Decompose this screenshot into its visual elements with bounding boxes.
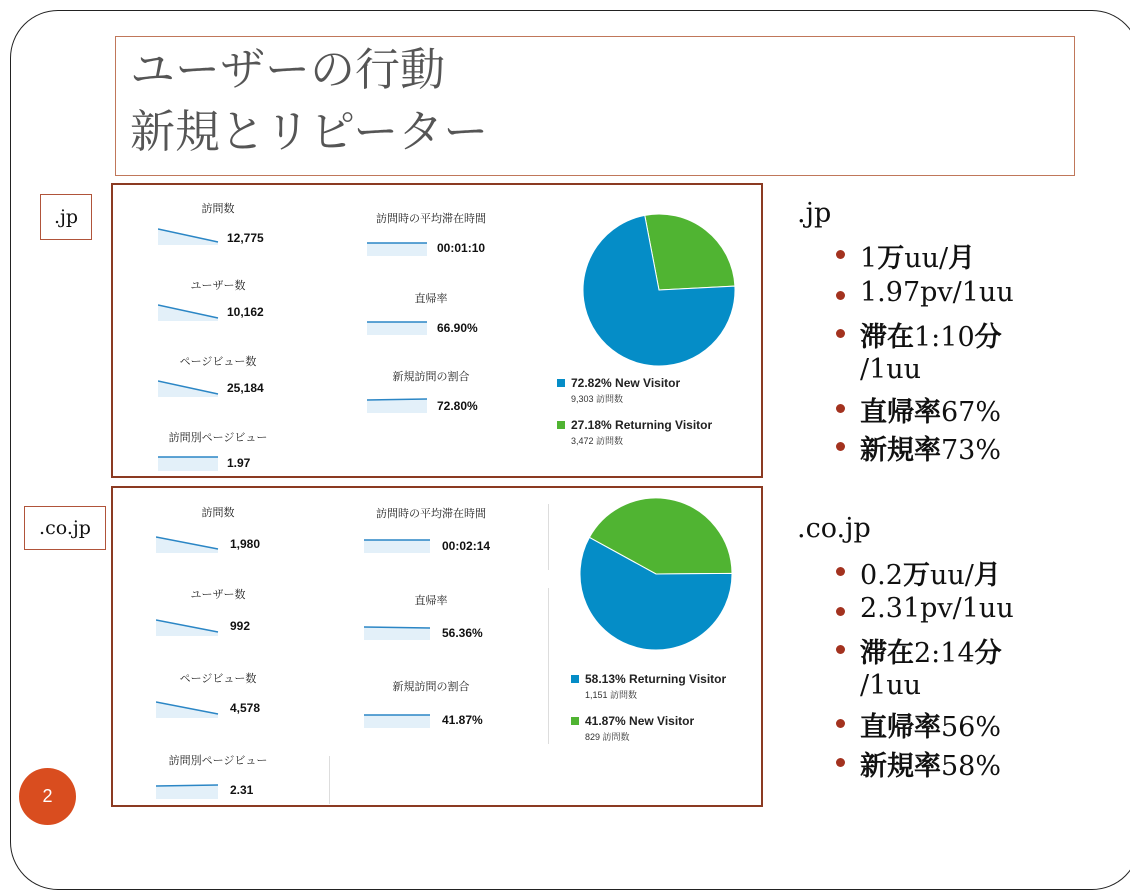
title-box	[115, 36, 1075, 176]
bullet-dot	[836, 442, 845, 451]
sparkline-pageviews	[156, 698, 220, 718]
sparkline-visits	[156, 533, 220, 553]
sparkline-pages-per-visit	[156, 781, 220, 799]
note-item: 新規率73%	[860, 428, 1001, 467]
note-item: 1.97pv/1uu	[860, 277, 1014, 308]
metric-value-bounce-rate: 56.36%	[442, 626, 483, 640]
legend-text: 27.18% Returning Visitor	[571, 418, 713, 432]
metric-label-visits: 訪問数	[201, 506, 235, 519]
note-item: 滞在1:10分 /1uu	[860, 315, 1002, 385]
note-item: 新規率58%	[860, 744, 1001, 783]
bullet-dot	[836, 607, 845, 616]
sparkline-new-visit-rate	[367, 397, 429, 413]
legend-swatch	[557, 379, 565, 387]
bullet-dot	[836, 404, 845, 413]
pie-chart-jp	[581, 212, 737, 368]
metric-label-visits: 訪問数	[201, 202, 235, 215]
metric-value-avg-duration: 00:02:14	[442, 539, 491, 553]
metric-label-avg-duration: 訪問時の平均滞在時間	[376, 507, 486, 520]
note-item: 0.2万uu/月	[860, 553, 1001, 592]
metric-label-new-visit-rate: 新規訪問の割合	[392, 680, 470, 693]
metric-value-pages-per-visit: 1.97	[227, 456, 251, 470]
metric-label-new-visit-rate: 新規訪問の割合	[392, 370, 470, 383]
panel-cojp	[111, 486, 763, 807]
title-line-1: ユーザーの行動	[130, 43, 446, 96]
note-item: 直帰率56%	[860, 705, 1001, 744]
bullet-dot	[836, 645, 845, 654]
sparkline-visits	[158, 225, 220, 245]
divider	[329, 756, 330, 804]
bullet-dot	[836, 250, 845, 259]
metric-value-new-visit-rate: 41.87%	[442, 713, 483, 727]
sparkline-users	[158, 301, 220, 321]
sparkline-pageviews	[158, 377, 220, 397]
metric-value-new-visit-rate: 72.80%	[437, 399, 478, 413]
metric-value-pages-per-visit: 2.31	[230, 783, 254, 797]
bullet-dot	[836, 329, 845, 338]
title-line-2: 新規とリピーター	[130, 105, 489, 158]
metric-label-users: ユーザー数	[190, 279, 246, 292]
divider	[548, 504, 549, 570]
legend-swatch	[571, 717, 579, 725]
metric-label-pageviews: ページビュー数	[179, 355, 257, 368]
sparkline-avg-duration	[364, 537, 432, 553]
divider	[548, 588, 549, 678]
pie-slice-returning-visitor	[645, 214, 735, 290]
legend-swatch	[571, 675, 579, 683]
sparkline-new-visit-rate	[364, 712, 432, 728]
page-number: 2	[19, 768, 76, 825]
note-item: 2.31pv/1uu	[860, 593, 1014, 624]
legend-swatch	[557, 421, 565, 429]
metric-label-bounce-rate: 直帰率	[414, 594, 448, 607]
metric-value-visits: 12,775	[227, 231, 264, 245]
bullet-dot	[836, 719, 845, 728]
tag-cojp: .co.jp	[24, 506, 106, 550]
metric-value-pageviews: 25,184	[227, 381, 264, 395]
bullet-dot	[836, 567, 845, 576]
legend-sub: 829 訪問数	[585, 732, 630, 742]
note-item: 滞在2:14分 /1uu	[860, 631, 1002, 701]
sparkline-avg-duration	[367, 240, 429, 256]
legend-sub: 1,151 訪問数	[585, 690, 638, 700]
bullet-dot	[836, 291, 845, 300]
divider	[548, 678, 549, 744]
sparkline-bounce-rate	[364, 624, 432, 640]
legend-sub: 9,303 訪問数	[571, 394, 624, 404]
metric-value-users: 992	[230, 619, 251, 633]
notes-heading: .jp	[797, 198, 832, 229]
metric-value-avg-duration: 00:01:10	[437, 241, 486, 255]
metric-label-users: ユーザー数	[190, 588, 246, 601]
note-item: 直帰率67%	[860, 390, 1001, 429]
legend-text: 41.87% New Visitor	[585, 714, 695, 728]
sparkline-pages-per-visit	[158, 453, 220, 471]
bullet-dot	[836, 758, 845, 767]
sparkline-users	[156, 616, 220, 636]
sparkline-bounce-rate	[367, 319, 429, 335]
metric-label-pages-per-visit: 訪問別ページビュー	[168, 431, 268, 444]
legend-sub: 3,472 訪問数	[571, 436, 624, 446]
notes-heading: .co.jp	[797, 513, 871, 544]
panel-jp	[111, 183, 763, 478]
metric-label-pages-per-visit: 訪問別ページビュー	[168, 754, 268, 767]
metric-value-visits: 1,980	[230, 537, 261, 551]
metric-value-users: 10,162	[227, 305, 264, 319]
legend-text: 72.82% New Visitor	[571, 376, 681, 390]
metric-label-bounce-rate: 直帰率	[414, 292, 448, 305]
legend-text: 58.13% Returning Visitor	[585, 672, 727, 686]
metric-label-avg-duration: 訪問時の平均滞在時間	[376, 212, 486, 225]
pie-chart-cojp	[578, 496, 734, 652]
tag-jp: .jp	[40, 194, 92, 240]
note-item: 1万uu/月	[860, 236, 975, 275]
metric-value-bounce-rate: 66.90%	[437, 321, 478, 335]
metric-value-pageviews: 4,578	[230, 701, 261, 715]
metric-label-pageviews: ページビュー数	[179, 672, 257, 685]
